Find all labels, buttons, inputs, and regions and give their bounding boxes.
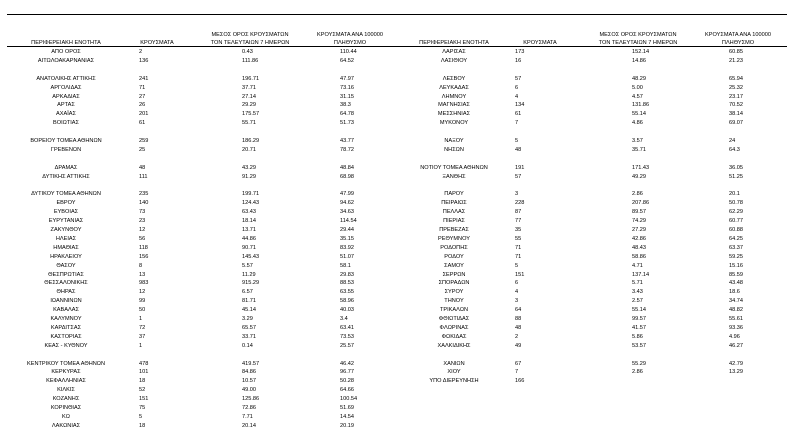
cell-avg: 196.71 bbox=[242, 75, 260, 82]
cell-per100k: 51.69 bbox=[340, 405, 354, 411]
cell-per100k: 48.82 bbox=[729, 307, 743, 314]
cell-region: ΚΩ bbox=[62, 413, 70, 420]
cell-per100k: 46.27 bbox=[729, 342, 743, 349]
cell-cases: 3 bbox=[515, 298, 519, 305]
cell-per100k: 42.79 bbox=[729, 360, 743, 367]
cell-per100k: 36.05 bbox=[729, 164, 743, 171]
cell-avg: 84.86 bbox=[242, 369, 256, 376]
cell-cases: 2 bbox=[515, 333, 519, 340]
cell-region: ΧΙΟΥ bbox=[447, 369, 461, 376]
cell-avg: 48.43 bbox=[632, 244, 646, 251]
cell-cases: 48 bbox=[515, 324, 522, 331]
cell-region: ΠΕΛΛΑΣ bbox=[442, 209, 466, 216]
cell-cases: 5 bbox=[139, 413, 143, 420]
cell-avg: 2.86 bbox=[632, 191, 643, 198]
cell-region: ΕΥΒΟΙΑΣ bbox=[53, 209, 79, 216]
cell-avg: 0.43 bbox=[242, 49, 253, 55]
cell-cases: 166 bbox=[515, 378, 525, 385]
cell-avg: 3.29 bbox=[242, 316, 253, 322]
cell-cases: 61 bbox=[515, 111, 522, 118]
cell-cases: 173 bbox=[515, 49, 525, 55]
cell-cases: 50 bbox=[139, 307, 146, 314]
cell-cases: 72 bbox=[139, 324, 146, 331]
cell-region: ΛΑΣΙΘΙΟΥ bbox=[440, 57, 468, 64]
header-avg-right-line2: ΤΟΝ ΤΕΛΕΥΤΑΙΩΝ 7 ΗΜΕΡΩΝ bbox=[598, 40, 678, 46]
cell-avg: 2.86 bbox=[632, 369, 643, 376]
cell-per100k: 50.28 bbox=[340, 378, 354, 385]
cell-per100k: 83.92 bbox=[340, 244, 354, 251]
cell-per100k: 60.88 bbox=[729, 227, 743, 233]
cell-cases: 25 bbox=[139, 146, 146, 153]
cell-region: ΣΠΟΡΑΔΩΝ bbox=[438, 280, 470, 287]
cell-per100k: 40.03 bbox=[340, 307, 354, 314]
cell-avg: 99.57 bbox=[632, 316, 646, 322]
cell-cases: 6 bbox=[515, 280, 519, 287]
cell-cases: 2 bbox=[139, 49, 143, 55]
cell-per100k: 60.77 bbox=[729, 218, 743, 225]
cell-cases: 12 bbox=[139, 289, 146, 296]
cell-per100k: 35.15 bbox=[340, 235, 354, 242]
cell-cases: 77 bbox=[515, 218, 522, 225]
cell-region: ΔΥΤΙΚΗΣ ΑΤΤΙΚΗΣ bbox=[42, 173, 90, 180]
cell-cases: 1 bbox=[139, 316, 143, 322]
cell-per100k: 59.25 bbox=[729, 253, 743, 260]
cell-avg: 6.57 bbox=[242, 289, 253, 296]
cell-cases: 48 bbox=[515, 146, 522, 153]
cell-region: ΤΗΝΟΥ bbox=[444, 298, 464, 305]
cell-per100k: 63.37 bbox=[729, 244, 743, 251]
cell-per100k: 64.3 bbox=[729, 146, 740, 153]
cell-per100k: 64.25 bbox=[729, 235, 743, 242]
cell-cases: 8 bbox=[139, 262, 143, 269]
cell-region: ΚΑΛΥΜΝΟΥ bbox=[50, 316, 82, 322]
cell-cases: 48 bbox=[139, 164, 146, 171]
cell-per100k: 64.66 bbox=[340, 387, 354, 394]
cell-region: ΦΘΙΩΤΙΔΑΣ bbox=[438, 316, 470, 322]
cell-per100k: 25.32 bbox=[729, 84, 743, 91]
cell-avg: 45.14 bbox=[242, 307, 256, 314]
cell-region: ΠΑΡΟΥ bbox=[444, 191, 464, 198]
cell-region: ΑΧΑΪΑΣ bbox=[56, 111, 76, 118]
cell-avg: 10.57 bbox=[242, 378, 256, 385]
cell-per100k: 20.1 bbox=[729, 191, 740, 198]
cell-per100k: 29.83 bbox=[340, 271, 354, 278]
cell-region: ΚΕΑΣ - ΚΥΘΝΟΥ bbox=[44, 342, 88, 349]
cell-avg: 137.14 bbox=[632, 271, 650, 278]
cell-cases: 56 bbox=[139, 235, 146, 242]
cell-region: ΔΡΑΜΑΣ bbox=[54, 164, 78, 171]
cell-cases: 16 bbox=[515, 57, 522, 64]
cell-region: ΝΑΞΟΥ bbox=[444, 138, 464, 144]
cell-avg: 207.86 bbox=[632, 200, 650, 207]
cell-region: ΗΡΑΚΛΕΙΟΥ bbox=[50, 253, 82, 260]
cell-avg: 89.57 bbox=[632, 209, 646, 216]
cell-avg: 91.29 bbox=[242, 173, 256, 180]
header-region-left: ΠΕΡΙΦΕΡΕΙΑΚΗ ΕΝΟΤΗΤΑ bbox=[31, 40, 101, 46]
cell-cases: 191 bbox=[515, 164, 525, 171]
cell-cases: 4 bbox=[515, 93, 519, 100]
cell-region: ΞΑΝΘΗΣ bbox=[442, 173, 466, 180]
cell-avg: 7.71 bbox=[242, 413, 253, 420]
cell-avg: 27.14 bbox=[242, 93, 256, 100]
cell-cases: 52 bbox=[139, 387, 146, 394]
cell-avg: 55.14 bbox=[632, 307, 646, 314]
cell-region: ΥΠΟ ΔΙΕΡΕΥΝΗΣΗ bbox=[429, 378, 479, 385]
cell-region: ΑΡΚΑΔΙΑΣ bbox=[52, 93, 80, 100]
cell-avg: 43.29 bbox=[242, 164, 256, 171]
cell-cases: 23 bbox=[139, 218, 146, 225]
cell-per100k: 38.14 bbox=[729, 111, 743, 118]
cell-cases: 201 bbox=[139, 111, 149, 118]
cell-cases: 13 bbox=[139, 271, 146, 278]
cell-region: ΛΕΣΒΟΥ bbox=[442, 75, 466, 82]
cell-region: ΜΑΓΝΗΣΙΑΣ bbox=[438, 102, 470, 109]
cell-avg: 65.57 bbox=[242, 324, 256, 331]
header-avg-right-line1: ΜΕΣΟΣ ΟΡΟΣ ΚΡΟΥΣΜΑΤΩΝ bbox=[599, 32, 677, 38]
cell-cases: 241 bbox=[139, 75, 149, 82]
cell-cases: 99 bbox=[139, 298, 146, 305]
cell-avg: 35.71 bbox=[632, 146, 646, 153]
cell-region: ΚΕΦΑΛΛΗΝΙΑΣ bbox=[46, 378, 86, 385]
cell-per100k: 13.29 bbox=[729, 369, 743, 376]
cell-per100k bbox=[729, 378, 769, 385]
cell-avg: 152.14 bbox=[632, 49, 650, 55]
cell-cases: 75 bbox=[139, 405, 146, 411]
cell-avg: 4.86 bbox=[632, 120, 643, 127]
cell-per100k: 43.48 bbox=[729, 280, 743, 287]
cell-avg: 20.71 bbox=[242, 146, 256, 153]
cell-avg: 145.43 bbox=[242, 253, 260, 260]
cell-avg: 13.71 bbox=[242, 227, 256, 233]
cell-region: ΡΟΔΟΥ bbox=[444, 253, 464, 260]
cell-region: ΚΕΡΚΥΡΑΣ bbox=[51, 369, 81, 376]
cell-region: ΦΩΚΙΔΑΣ bbox=[441, 333, 467, 340]
cell-cases: 71 bbox=[515, 244, 522, 251]
cell-avg: 3.57 bbox=[632, 138, 643, 144]
cell-per100k: 68.98 bbox=[340, 173, 354, 180]
cell-avg: 29.29 bbox=[242, 102, 256, 109]
cell-per100k: 73.16 bbox=[340, 84, 354, 91]
cell-per100k: 78.72 bbox=[340, 146, 354, 153]
cell-per100k: 20.19 bbox=[340, 422, 354, 429]
cell-region: ΘΕΣΣΑΛΟΝΙΚΗΣ bbox=[44, 280, 88, 287]
cell-region: ΠΙΕΡΙΑΣ bbox=[443, 218, 465, 225]
cell-per100k: 85.59 bbox=[729, 271, 743, 278]
cell-region: ΝΗΣΩΝ bbox=[444, 146, 464, 153]
cell-cases: 136 bbox=[139, 57, 149, 64]
cell-region: ΚΑΡΔΙΤΣΑΣ bbox=[50, 324, 82, 331]
cell-avg: 5.00 bbox=[632, 84, 643, 91]
cell-avg: 20.14 bbox=[242, 422, 256, 429]
cell-avg: 27.29 bbox=[632, 227, 646, 233]
cell-avg: 2.57 bbox=[632, 298, 643, 305]
cell-avg: 111.86 bbox=[242, 57, 259, 64]
cell-per100k: 60.85 bbox=[729, 49, 743, 55]
cell-per100k: 47.99 bbox=[340, 191, 354, 198]
cell-cases: 3 bbox=[515, 191, 519, 198]
cell-per100k: 15.16 bbox=[729, 262, 743, 269]
cell-per100k: 29.44 bbox=[340, 227, 354, 233]
cell-per100k: 4.96 bbox=[729, 333, 740, 340]
cell-cases: 49 bbox=[515, 342, 522, 349]
cell-cases: 12 bbox=[139, 227, 146, 233]
cell-per100k: 3.4 bbox=[340, 316, 348, 322]
cell-per100k: 48.84 bbox=[340, 164, 354, 171]
cell-region: ΧΑΝΙΩΝ bbox=[443, 360, 465, 367]
cell-per100k: 34.74 bbox=[729, 298, 743, 305]
cell-avg: 18.14 bbox=[242, 218, 256, 225]
cell-per100k: 34.63 bbox=[340, 209, 354, 216]
cell-per100k: 43.77 bbox=[340, 138, 354, 144]
cell-per100k: 110.44 bbox=[340, 49, 357, 55]
cell-region: ΡΕΘΥΜΝΟΥ bbox=[438, 235, 470, 242]
cell-per100k: 88.53 bbox=[340, 280, 354, 287]
cell-per100k: 62.29 bbox=[729, 209, 743, 216]
cell-region: ΕΥΡΥΤΑΝΙΑΣ bbox=[48, 218, 84, 225]
cell-avg bbox=[632, 378, 672, 385]
cell-cases: 5 bbox=[515, 138, 519, 144]
cell-per100k: 96.77 bbox=[340, 369, 354, 376]
header-per100k-left-line1: ΚΡΟΥΣΜΑΤΑ ΑΝΑ 100000 bbox=[317, 32, 383, 38]
cell-avg: 131.86 bbox=[632, 102, 650, 109]
cell-region: ΜΥΚΟΝΟΥ bbox=[439, 120, 469, 127]
top-rule bbox=[7, 14, 787, 15]
cell-cases: 151 bbox=[515, 271, 525, 278]
cell-region: ΣΑΜΟΥ bbox=[444, 262, 464, 269]
cell-avg: 3.43 bbox=[632, 289, 643, 296]
cell-cases: 57 bbox=[515, 173, 522, 180]
header-per100k-right-line2: ΠΛΗΘΥΣΜΟ bbox=[721, 40, 755, 46]
cell-per100k: 70.52 bbox=[729, 102, 743, 109]
header-per100k-right-line1: ΚΡΟΥΣΜΑΤΑ ΑΝΑ 100000 bbox=[705, 32, 771, 38]
cell-region: ΣΥΡΟΥ bbox=[444, 289, 464, 296]
cell-region: ΠΕΙΡΑΙΩΣ bbox=[441, 200, 467, 207]
cell-cases: 4 bbox=[515, 289, 519, 296]
cell-avg: 33.71 bbox=[242, 333, 256, 340]
cell-region: ΛΑΡΙΣΑΣ bbox=[442, 49, 466, 55]
cell-region: ΑΡΤΑΣ bbox=[57, 102, 75, 109]
header-avg-left-line1: ΜΕΣΟΣ ΟΡΟΣ ΚΡΟΥΣΜΑΤΩΝ bbox=[211, 32, 289, 38]
cell-region: ΛΕΥΚΑΔΑΣ bbox=[439, 84, 469, 91]
cell-region: ΣΕΡΡΩΝ bbox=[442, 271, 466, 278]
cell-cases: 18 bbox=[139, 422, 146, 429]
cell-region: ΛΑΚΩΝΙΑΣ bbox=[51, 422, 81, 429]
cell-avg: 124.43 bbox=[242, 200, 260, 207]
cell-avg: 5.57 bbox=[242, 262, 253, 269]
cell-cases: 118 bbox=[139, 244, 148, 251]
cell-cases: 140 bbox=[139, 200, 149, 207]
cell-per100k: 93.36 bbox=[729, 324, 743, 331]
cell-cases: 478 bbox=[139, 360, 149, 367]
cell-region: ΑΠΟ ΟΡΟΣ bbox=[51, 49, 81, 55]
cell-region: ΓΡΕΒΕΝΩΝ bbox=[50, 146, 82, 153]
cell-per100k: 73.53 bbox=[340, 333, 354, 340]
cell-region: ΚΑΒΑΛΑΣ bbox=[53, 307, 79, 314]
cell-per100k: 58.1 bbox=[340, 262, 351, 269]
header-cases-right: ΚΡΟΥΣΜΑΤΑ bbox=[523, 40, 557, 46]
cell-avg: 55.71 bbox=[242, 120, 256, 127]
cell-per100k: 69.07 bbox=[729, 120, 743, 127]
cell-cases: 1 bbox=[139, 342, 143, 349]
cell-avg: 125.86 bbox=[242, 396, 260, 403]
cell-avg: 41.57 bbox=[632, 324, 646, 331]
cell-region: ΒΟΙΩΤΙΑΣ bbox=[53, 120, 79, 127]
cell-cases: 134 bbox=[515, 102, 525, 109]
cell-avg: 72.86 bbox=[242, 405, 256, 411]
cell-avg: 419.57 bbox=[242, 360, 260, 367]
cell-region: ΠΡΕΒΕΖΑΣ bbox=[439, 227, 469, 233]
cell-region: ΝΟΤΙΟΥ ΤΟΜΕΑ ΑΘΗΝΩΝ bbox=[420, 164, 488, 171]
cell-cases: 18 bbox=[139, 378, 146, 385]
cell-per100k: 64.52 bbox=[340, 57, 354, 64]
cell-per100k: 50.78 bbox=[729, 200, 743, 207]
cell-per100k: 21.23 bbox=[729, 57, 743, 64]
cell-region: ΖΑΚΥΝΘΟΥ bbox=[50, 227, 82, 233]
cell-avg: 5.86 bbox=[632, 333, 643, 340]
header-cases-left: ΚΡΟΥΣΜΑΤΑ bbox=[140, 40, 174, 46]
cell-region: ΑΝΑΤΟΛΙΚΗΣ ΑΤΤΙΚΗΣ bbox=[36, 75, 96, 82]
cell-cases: 37 bbox=[139, 333, 146, 340]
cell-cases: 101 bbox=[139, 369, 149, 376]
cell-avg: 171.43 bbox=[632, 164, 650, 171]
cell-cases: 111 bbox=[139, 173, 148, 180]
cell-avg: 49.29 bbox=[632, 173, 646, 180]
cell-per100k: 65.94 bbox=[729, 75, 743, 82]
header-region-right: ΠΕΡΙΦΕΡΕΙΑΚΗ ΕΝΟΤΗΤΑ bbox=[419, 40, 489, 46]
cell-per100k: 100.54 bbox=[340, 396, 358, 403]
cell-avg: 4.57 bbox=[632, 93, 643, 100]
cell-region: ΘΕΣΠΡΩΤΙΑΣ bbox=[48, 271, 84, 278]
cell-avg: 63.43 bbox=[242, 209, 256, 216]
cell-per100k: 31.15 bbox=[340, 93, 354, 100]
header-per100k-left-line2: ΠΛΗΘΥΣΜΟ bbox=[333, 40, 367, 46]
cell-per100k: 64.78 bbox=[340, 111, 354, 118]
cell-region: ΡΟΔΟΠΗΣ bbox=[440, 244, 468, 251]
header-avg-left-line2: ΤΟΝ ΤΕΛΕΥΤΑΙΩΝ 7 ΗΜΕΡΩΝ bbox=[210, 40, 290, 46]
cell-cases: 7 bbox=[515, 120, 519, 127]
cell-cases: 71 bbox=[139, 84, 146, 91]
cell-avg: 53.57 bbox=[632, 342, 646, 349]
cell-avg: 5.71 bbox=[632, 280, 643, 287]
cell-region: ΘΑΣΟΥ bbox=[56, 262, 76, 269]
cell-avg: 14.86 bbox=[632, 57, 646, 64]
cell-per100k: 51.07 bbox=[340, 253, 354, 260]
cell-cases: 7 bbox=[515, 369, 519, 376]
cell-cases: 73 bbox=[139, 209, 146, 216]
cell-avg: 74.29 bbox=[632, 218, 646, 225]
cell-avg: 81.71 bbox=[242, 298, 256, 305]
cell-cases: 983 bbox=[139, 280, 149, 287]
cell-avg: 48.29 bbox=[632, 75, 646, 82]
cell-cases: 64 bbox=[515, 307, 522, 314]
cell-region: ΗΜΑΘΙΑΣ bbox=[53, 244, 79, 251]
cell-region: ΑΙΤΩΛΟΑΚΑΡΝΑΝΙΑΣ bbox=[37, 57, 95, 64]
cell-region: ΗΛΕΙΑΣ bbox=[55, 235, 77, 242]
cell-per100k: 94.62 bbox=[340, 200, 354, 207]
cell-avg: 37.71 bbox=[242, 84, 256, 91]
cell-cases: 235 bbox=[139, 191, 149, 198]
cell-cases: 87 bbox=[515, 209, 522, 216]
cell-region: ΚΑΣΤΟΡΙΑΣ bbox=[50, 333, 82, 340]
cell-region: ΦΛΩΡΙΝΑΣ bbox=[439, 324, 469, 331]
cell-cases: 88 bbox=[515, 316, 522, 322]
cell-region: ΚΕΝΤΡΙΚΟΥ ΤΟΜΕΑ ΑΘΗΝΩΝ bbox=[26, 360, 105, 367]
cell-cases: 61 bbox=[139, 120, 146, 127]
cell-cases: 26 bbox=[139, 102, 146, 109]
cell-per100k: 18.6 bbox=[729, 289, 740, 296]
cell-per100k: 24 bbox=[729, 138, 736, 144]
cell-avg: 0.14 bbox=[242, 342, 253, 349]
cell-cases: 57 bbox=[515, 75, 522, 82]
cell-cases: 55 bbox=[515, 235, 522, 242]
cell-region: ΔΥΤΙΚΟΥ ΤΟΜΕΑ ΑΘΗΝΩΝ bbox=[31, 191, 101, 198]
cell-region: ΤΡΙΚΑΛΩΝ bbox=[439, 307, 469, 314]
cell-per100k: 58.96 bbox=[340, 298, 354, 305]
cell-cases: 259 bbox=[139, 138, 149, 144]
cell-cases: 228 bbox=[515, 200, 525, 207]
cell-per100k: 47.97 bbox=[340, 75, 354, 82]
cell-per100k: 14.54 bbox=[340, 413, 354, 420]
cell-per100k: 25.57 bbox=[340, 342, 354, 349]
cell-cases: 27 bbox=[139, 93, 146, 100]
cell-avg: 44.86 bbox=[242, 235, 256, 242]
cell-region: ΜΕΣΣΗΝΙΑΣ bbox=[437, 111, 471, 118]
cell-region: ΚΙΛΚΙΣ bbox=[57, 387, 75, 394]
cell-avg: 90.71 bbox=[242, 244, 256, 251]
cell-avg: 58.86 bbox=[632, 253, 646, 260]
cell-region: ΒΟΡΕΙΟΥ ΤΟΜΕΑ ΑΘΗΝΩΝ bbox=[30, 138, 102, 144]
cell-per100k: 114.54 bbox=[340, 218, 357, 225]
cell-cases: 6 bbox=[515, 84, 519, 91]
cell-region: ΚΟΖΑΝΗΣ bbox=[52, 396, 80, 403]
cell-cases: 71 bbox=[515, 253, 522, 260]
cell-region: ΛΗΜΝΟΥ bbox=[441, 93, 467, 100]
cell-avg: 11.29 bbox=[242, 271, 256, 278]
cell-region: ΘΗΡΑΣ bbox=[56, 289, 76, 296]
cell-cases: 151 bbox=[139, 396, 149, 403]
cell-cases: 5 bbox=[515, 262, 519, 269]
cell-avg: 55.29 bbox=[632, 360, 646, 367]
cell-avg: 55.14 bbox=[632, 111, 646, 118]
cell-cases: 67 bbox=[515, 360, 522, 367]
cell-region: ΚΟΡΙΝΘΙΑΣ bbox=[50, 405, 82, 411]
cell-per100k: 55.61 bbox=[729, 316, 743, 322]
cell-cases: 156 bbox=[139, 253, 149, 260]
cell-per100k: 63.41 bbox=[340, 324, 354, 331]
cell-avg: 186.29 bbox=[242, 138, 260, 144]
cell-region: ΕΒΡΟΥ bbox=[56, 200, 76, 207]
cell-region: ΑΡΓΟΛΙΔΑΣ bbox=[50, 84, 82, 91]
cell-per100k: 63.55 bbox=[340, 289, 354, 296]
cell-avg: 915.29 bbox=[242, 280, 260, 287]
cell-per100k: 46.42 bbox=[340, 360, 354, 367]
cell-region: ΙΩΑΝΝΙΝΩΝ bbox=[50, 298, 82, 305]
cell-avg: 4.71 bbox=[632, 262, 643, 269]
cell-avg: 175.57 bbox=[242, 111, 260, 118]
cell-per100k: 51.73 bbox=[340, 120, 354, 127]
cell-per100k: 23.17 bbox=[729, 93, 743, 100]
cell-avg: 42.86 bbox=[632, 235, 646, 242]
cell-cases: 35 bbox=[515, 227, 522, 233]
cell-avg: 199.71 bbox=[242, 191, 260, 198]
cell-per100k: 38.3 bbox=[340, 102, 351, 109]
cell-per100k: 51.25 bbox=[729, 173, 743, 180]
cell-avg: 49.00 bbox=[242, 387, 256, 394]
cell-region: ΧΑΛΚΙΔΙΚΗΣ bbox=[437, 342, 471, 349]
